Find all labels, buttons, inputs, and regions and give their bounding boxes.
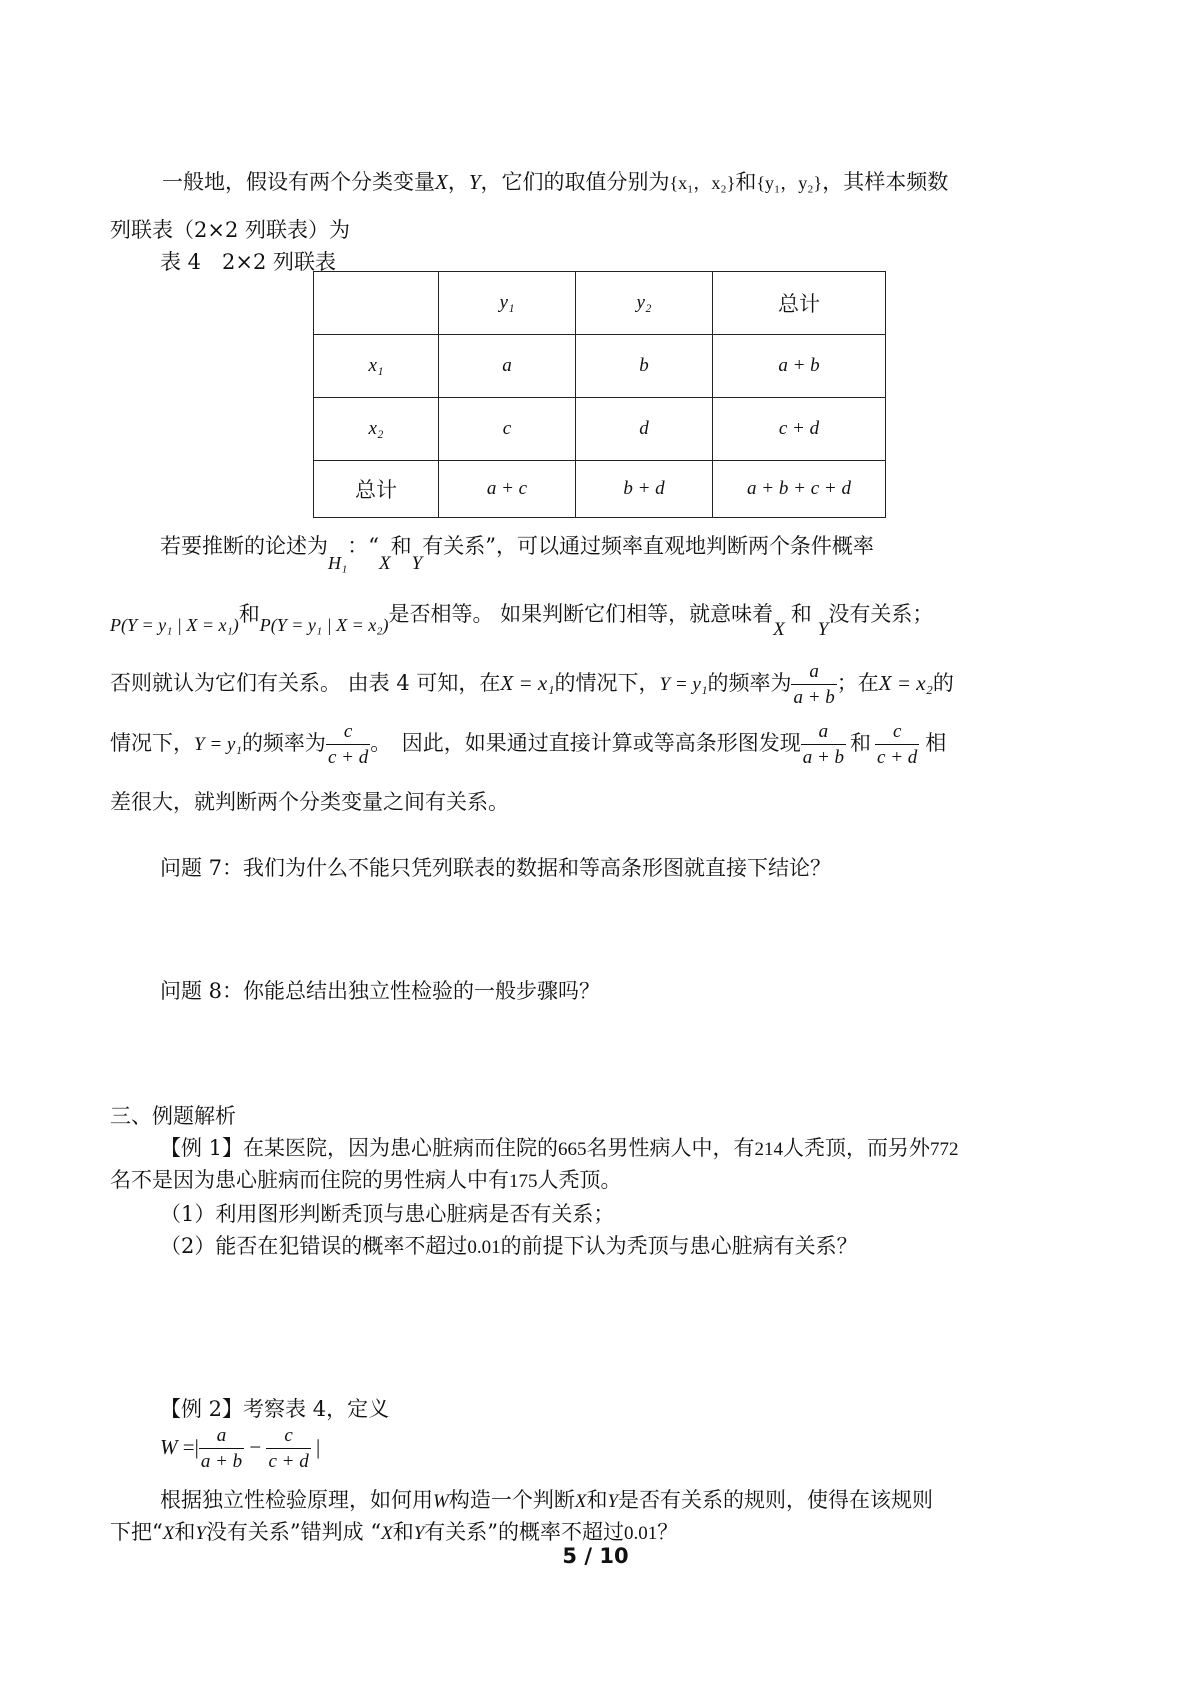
denominator: a + b bbox=[791, 684, 836, 707]
text: ？ bbox=[657, 1520, 679, 1544]
abs-bar: | bbox=[310, 1435, 321, 1459]
numerator: a bbox=[216, 1425, 227, 1446]
minus-sign: − bbox=[244, 1435, 267, 1459]
table-cell: a + b bbox=[713, 335, 886, 398]
var-x: X bbox=[381, 1523, 393, 1544]
example1-line1 bbox=[160, 1132, 959, 1162]
prob-2: P(Y = y₁ | X = x₂) bbox=[259, 615, 389, 635]
question-7: 问题 7：我们为什么不能只凭列联表的数据和等高条形图就直接下结论？ bbox=[160, 856, 832, 880]
text: 和 bbox=[586, 1488, 608, 1512]
table-cell: x₁ bbox=[314, 335, 439, 398]
number: 214 bbox=[754, 1139, 784, 1160]
var-x: X bbox=[162, 1523, 175, 1544]
table-cell: y₂ bbox=[576, 272, 713, 335]
para2-line1 bbox=[160, 530, 874, 574]
text: 有关系”的概率不超过 bbox=[424, 1520, 625, 1544]
var-y: Y bbox=[195, 1523, 206, 1544]
table-caption: 表 4 2×2 列联表 bbox=[160, 250, 337, 274]
table-cell: b bbox=[576, 335, 713, 398]
text: 和 bbox=[392, 1520, 414, 1544]
para2-line2 bbox=[110, 598, 934, 640]
text: 和 bbox=[390, 534, 412, 558]
table-row bbox=[314, 398, 886, 461]
prob-1: P(Y = y₁ | X = x₁) bbox=[110, 615, 239, 635]
text: 构造一个判断 bbox=[448, 1488, 575, 1512]
text: 和 bbox=[238, 602, 260, 626]
table-header-row bbox=[314, 272, 886, 335]
denominator: a + b bbox=[801, 744, 846, 767]
denominator: a + b bbox=[199, 1448, 244, 1471]
var-x: X bbox=[435, 170, 448, 194]
text: 根据独立性检验原理，如何用 bbox=[160, 1488, 433, 1512]
text: 的情况下， bbox=[554, 671, 660, 695]
example2-line2 bbox=[110, 1516, 678, 1546]
text: 人秃顶。 bbox=[537, 1168, 622, 1192]
text: ；在 bbox=[836, 671, 879, 695]
text: 的前提下认为秃顶与患心脏病有关系？ bbox=[500, 1234, 858, 1258]
text: 没有关系； bbox=[828, 602, 934, 626]
text: ，其样本频数 bbox=[822, 170, 949, 194]
fraction-c-over-c-plus-d bbox=[875, 722, 919, 767]
section-heading: 三、例题解析 bbox=[110, 1104, 236, 1128]
table-cell: a bbox=[439, 335, 576, 398]
text: 有关系”，可以通过频率直观地判断两个条件概率 bbox=[422, 534, 874, 558]
text: 的 bbox=[932, 671, 954, 695]
para2-line4 bbox=[110, 722, 946, 767]
para1-line1 bbox=[162, 166, 948, 196]
text: ，它们的取值分别为 bbox=[480, 170, 670, 194]
table-cell: b + d bbox=[576, 461, 713, 518]
text: 一般地，假设有两个分类变量 bbox=[162, 170, 435, 194]
example1-line2 bbox=[110, 1164, 622, 1194]
set-x: {x₁，x₂} bbox=[669, 173, 736, 193]
text: 【例 1】在某医院，因为患心脏病而住院的 bbox=[160, 1136, 559, 1160]
numerator: c bbox=[343, 721, 353, 742]
fraction-a-over-a-plus-b bbox=[791, 662, 836, 707]
contingency-table bbox=[313, 271, 886, 518]
text: 情况下， bbox=[110, 731, 194, 755]
var-y: Y bbox=[468, 170, 481, 194]
numerator: a bbox=[809, 661, 819, 682]
number: 665 bbox=[558, 1139, 587, 1160]
number: 0.01 bbox=[624, 1523, 658, 1544]
example2-formula bbox=[160, 1426, 320, 1471]
var-x: X bbox=[574, 1491, 587, 1512]
text: 和 bbox=[174, 1520, 196, 1544]
condition-y1: Y = y₁ bbox=[194, 734, 242, 755]
table-row bbox=[314, 335, 886, 398]
denominator: c + d bbox=[875, 744, 919, 767]
page-number: 5 / 10 bbox=[562, 1544, 629, 1568]
fraction-c-over-c-plus-d bbox=[266, 1426, 310, 1471]
text: 是否相等。 如果判断它们相等，就意味着 bbox=[388, 602, 774, 626]
table-cell: x₂ bbox=[314, 398, 439, 461]
var-y: Y bbox=[607, 1491, 619, 1512]
table-row bbox=[314, 461, 886, 518]
numerator: c bbox=[284, 1425, 293, 1446]
numerator: c bbox=[892, 721, 902, 742]
para1-line2: 列联表（2×2 列联表）为 bbox=[110, 218, 350, 242]
example2-title: 【例 2】考察表 4，定义 bbox=[160, 1397, 390, 1421]
table-cell: c + d bbox=[713, 398, 886, 461]
text: 名男性病人中，有 bbox=[586, 1136, 755, 1160]
text: 。 因此，如果通过直接计算或等高条形图发现 bbox=[370, 731, 801, 755]
table-cell: 总计 bbox=[314, 461, 439, 518]
number: 0.01 bbox=[467, 1237, 501, 1258]
var-y: Y bbox=[411, 553, 423, 574]
example1-question1: （1）利用图形判断秃顶与患心脏病是否有关系； bbox=[160, 1202, 615, 1226]
text: 若要推断的论述为 bbox=[160, 534, 328, 558]
fraction-a-over-a-plus-b bbox=[199, 1426, 244, 1471]
text: （2）能否在犯错误的概率不超过 bbox=[160, 1234, 468, 1258]
table-cell: a + c bbox=[439, 461, 576, 518]
para2-line5: 差很大，就判断两个分类变量之间有关系。 bbox=[110, 790, 509, 814]
example2-line1 bbox=[160, 1484, 933, 1514]
table-cell: d bbox=[576, 398, 713, 461]
var-w: W bbox=[433, 1491, 449, 1512]
text: 和 bbox=[790, 602, 812, 626]
condition-x2: X = x₂ bbox=[878, 671, 933, 695]
var-w: W bbox=[160, 1435, 178, 1459]
table-cell: y₁ bbox=[439, 272, 576, 335]
table-cell bbox=[314, 272, 439, 335]
number: 772 bbox=[930, 1139, 959, 1160]
text: 否则就认为它们有关系。 由表 4 可知，在 bbox=[110, 671, 501, 695]
table-cell: a + b + c + d bbox=[713, 461, 886, 518]
example1-question2 bbox=[160, 1230, 858, 1260]
text: ：“ bbox=[347, 534, 380, 558]
text: 相 bbox=[925, 731, 947, 755]
denominator: c + d bbox=[326, 744, 370, 767]
text: ， bbox=[447, 170, 469, 194]
para2-line3 bbox=[110, 662, 954, 707]
text: 和 bbox=[850, 731, 872, 755]
text: 没有关系”错判成 “ bbox=[205, 1520, 382, 1544]
var-y: Y bbox=[817, 619, 829, 640]
var-x: X bbox=[379, 553, 391, 574]
number: 175 bbox=[509, 1171, 538, 1192]
numerator: a bbox=[818, 721, 829, 742]
text: 是否有关系的规则，使得在该规则 bbox=[618, 1488, 934, 1512]
denominator: c + d bbox=[266, 1448, 310, 1471]
text: 人秃顶，而另外 bbox=[783, 1136, 931, 1160]
table-cell: c bbox=[439, 398, 576, 461]
condition-x1: X = x₁ bbox=[500, 671, 555, 695]
table-cell: 总计 bbox=[713, 272, 886, 335]
text: 的频率为 bbox=[707, 671, 792, 695]
fraction-c-over-c-plus-d bbox=[326, 722, 370, 767]
condition-y1: Y = y₁ bbox=[659, 674, 708, 695]
text: 下把“ bbox=[110, 1520, 163, 1544]
text: 的频率为 bbox=[241, 731, 326, 755]
var-x: X bbox=[773, 619, 785, 640]
var-y: Y bbox=[413, 1523, 425, 1544]
equals-abs: =| bbox=[177, 1435, 199, 1459]
question-8: 问题 8：你能总结出独立性检验的一般步骤吗？ bbox=[160, 979, 601, 1003]
text: 和 bbox=[735, 170, 757, 194]
fraction-a-over-a-plus-b bbox=[801, 722, 846, 767]
text: 名不是因为患心脏病而住院的男性病人中有 bbox=[110, 1168, 509, 1192]
hypothesis-h1: H₁ bbox=[328, 553, 348, 573]
set-y: {y₁，y₂} bbox=[756, 173, 823, 193]
